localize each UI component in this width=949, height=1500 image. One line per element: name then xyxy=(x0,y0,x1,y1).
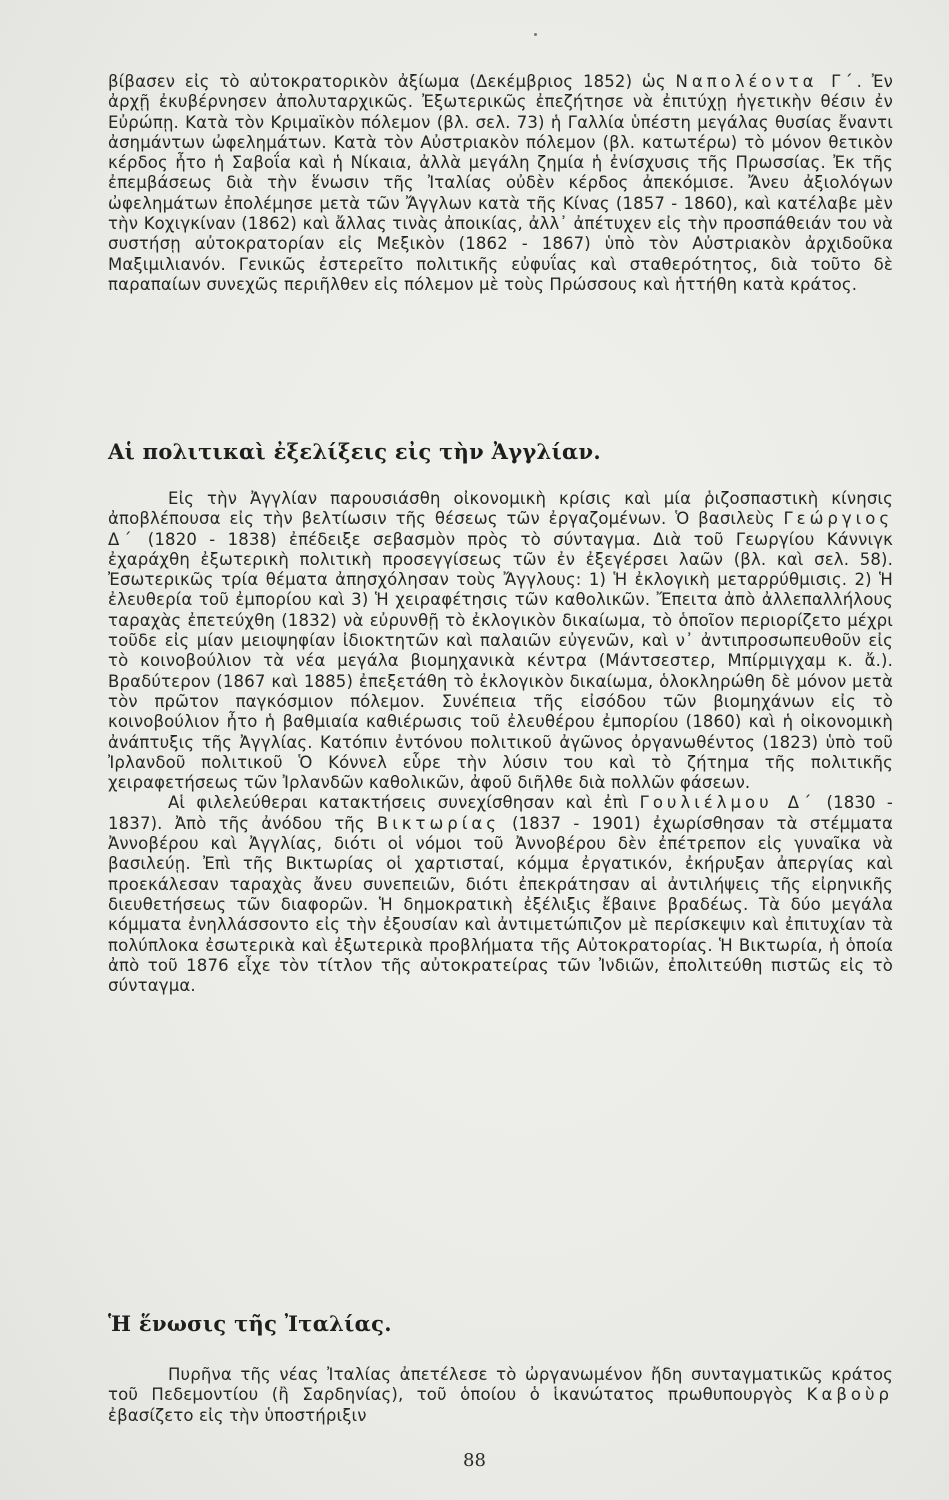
print-speck xyxy=(534,33,537,36)
spaced-name: Γουλιέλμου Δ΄ xyxy=(639,793,816,813)
text-block-england xyxy=(108,489,893,996)
spaced-name: Καβοὺρ xyxy=(806,1385,893,1405)
paragraph-text: Εἰς τὴν Ἀγγλίαν παρουσιάσθη οἰκονομικὴ κρίσις καὶ μία ῥιζοσπαστικὴ κίνησις ἀποβλέπουσα εἰς τὴν βελτίωσιν τῆς θέσεως τῶν ἐργαζομένων. Ὁ βασιλεὺς xyxy=(108,489,893,529)
paragraph-text: . Ἐν ἀρχῇ ἐκυβέρνησεν ἀπολυταρχικῶς. Ἐξωτερικῶς ἐπεζήτησε νὰ ἐπιτύχῃ ἡγετικὴν θέσιν ἐν Εὐρώπῃ. Κατὰ τὸν Κριμαϊκὸν πόλεμον (βλ. σελ. 73) ἡ Γαλλία ὑπέστη μεγάλας θυσίας ἔναντι ἀσημάντων ὠφελημάτων. Κατὰ τὸν Αὐστριακὸν πόλεμον (βλ. κατωτέρω) τὸ μόνον θετικὸν κέρδος ἦτο ἡ Σαβοΐα καὶ ἡ Νίκαια, ἀλλὰ μεγάλη ζημία ἡ ἐνίσχυσις τῆς Πρωσσίας. Ἐκ τῆς ἐπεμβάσεως διὰ τὴν ἕνωσιν τῆς Ἰταλίας οὐδὲν κέρδος ἀπεκόμισε. Ἄνευ ἀξιολόγων ὠφελημάτων ἐπολέμησε μετὰ τῶν Ἄγγλων κατὰ τῆς Κίνας (1857 - 1860), καὶ κατέλαβε μὲν τὴν Κοχιγκίναν (1862) καὶ ἄλλας τινὰς ἀποικίας, ἀλλ᾽ ἀπέτυχεν εἰς τὴν προσπάθειάν του νὰ συστήσῃ αὐτοκρατορίαν εἰς Μεξικὸν (1862 - 1867) ὑπὸ τὸν Αὐστριακὸν ἀρχιδοῦκα Μαξιμιλιανόν. Γενικῶς ἐστερεῖτο πολιτικῆς εὐφυΐας καὶ σταθερότητος, διὰ τοῦτο δὲ παραπαίων συνεχῶς περιῆλθεν εἰς πόλεμον μὲ τοὺς Πρώσσους καὶ ἡττήθη κατὰ κράτος. xyxy=(108,72,893,294)
paragraph-text: (1837 - 1901) ἐχωρίσθησαν τὰ στέμματα Ἀννοβέρου καὶ Ἀγγλίας, διότι οἱ νόμοι τοῦ Ἀννοβέρου δὲν ἐπέτρεπον εἰς γυναῖκα νὰ βασιλεύῃ. Ἐπὶ τῆς Βικτωρίας οἱ χαρτισταί, κόμμα ἐργατικόν, ἐκήρυξαν ἀπεργίας καὶ προεκάλεσαν ταραχὰς ἄνευ συνεπειῶν, διότι ἐπεκράτησαν αἱ ἀντιλήψεις τῆς εἰρηνικῆς διευθετήσεως τῶν διαφορῶν. Ἡ δημοκρατικὴ ἐξέλιξις ἔβαινε βραδέως. Τὰ δύο μεγάλα κόμματα ἐνηλλάσσοντο εἰς τὴν ἐξουσίαν καὶ ἀντιμετώπιζον μὲ περίσκεψιν καὶ ἐπιτυχίαν τὰ πολύπλοκα ἐσωτερικὰ καὶ ἐξωτερικὰ προβλήματα τῆς Αὐτοκρατορίας. Ἡ Βικτωρία, ἡ ὁποία ἀπὸ τοῦ 1876 εἶχε τὸν τίτλον τῆς αὐτοκρατείρας τῶν Ἰνδιῶν, ἐπολιτεύθη πιστῶς εἰς τὸ σύνταγμα. xyxy=(108,813,893,996)
spaced-name: Γεώργιος Δ΄ xyxy=(108,509,893,549)
paragraph-text: (1830 - 1837). Ἀπὸ τῆς ἀνόδου τῆς xyxy=(108,793,893,833)
paragraph-italy xyxy=(108,1365,893,1426)
paragraph-text: Αἱ φιλελεύθεραι κατακτήσεις συνεχίσθησαν καὶ ἐπὶ xyxy=(168,793,629,813)
page-number: 88 xyxy=(463,1450,486,1471)
spaced-name: Βικτωρίας xyxy=(376,813,500,833)
text-block-napoleon xyxy=(108,72,893,295)
paragraph-text: (1820 - 1838) ἐπέδειξε σεβασμὸν πρὸς τὸ σύνταγμα. Διὰ τοῦ Γεωργίου Κάννιγκ ἐχαράχθη ἐξωτερικὴ πολιτικὴ προσεγγίσεως τῶν ἐν ἐξεγέρσει λαῶν (βλ. καὶ σελ. 58). Ἐσωτερικῶς τρία θέματα ἀπησχόλησαν τοὺς Ἄγγλους: 1) Ἡ ἐκλογικὴ μεταρρύθμισις. 2) Ἡ ἐλευθερία τοῦ ἐμπορίου καὶ 3) Ἡ χειραφέτησις τῶν καθολικῶν. Ἔπειτα ἀπὸ ἀλλεπαλλήλους ταραχὰς ἐπετεύχθη (1832) νὰ εὐρυνθῇ τὸ ἐκλογικὸν δικαίωμα, τὸ ὁποῖον περιορίζετο μέχρι τοῦδε εἰς μίαν μειοψηφίαν ἰδιοκτητῶν καὶ παλαιῶν εὐγενῶν, καὶ ν᾽ ἀντιπροσωπευθοῦν εἰς τὸ κοινοβούλιον τὰ νέα μεγάλα βιομηχανικὰ κέντρα (Μάντσεστερ, Μπίρμιγχαμ κ. ἄ.). Βραδύτερον (1867 καὶ 1885) ἐπεξετάθη τὸ ἐκλογικὸν δικαίωμα, ὁλοκληρώθη δὲ μόνον μετὰ τὸν πρῶτον παγκόσμιον πόλεμον. Συνέπεια τῆς εἰσόδου τῶν βιομηχάνων εἰς τὸ κοινοβούλιον ἦτο ἡ βαθμιαία καθιέρωσις τοῦ ἐλευθέρου ἐμπορίου (1860) καὶ ἡ οἰκονομικὴ ἀνάπτυξις τῆς Ἀγγλίας. Κατόπιν ἐντόνου πολιτικοῦ ἀγῶνος ὀργανωθέντος (1823) ὑπὸ τοῦ Ἰρλανδοῦ πολιτικοῦ Ὁ Κόννελ εὗρε τὴν λύσιν του καὶ τὸ ζήτημα τῆς πολιτικῆς χειραφετήσεως τῶν Ἰρλανδῶν καθολικῶν, ἀφοῦ διῆλθε διὰ πολλῶν φάσεων. xyxy=(108,529,893,793)
section-heading-england: Αἱ πολιτικαὶ ἐξελίξεις εἰς τὴν Ἀγγλίαν. xyxy=(108,439,601,464)
paragraph-england-victoria xyxy=(108,793,893,996)
spaced-name: Ναπολέοντα Γ΄ xyxy=(675,72,857,91)
section-heading-italy: Ἡ ἕνωσις τῆς Ἰταλίας. xyxy=(108,1311,392,1336)
paragraph-napoleon xyxy=(108,72,893,295)
paragraph-text: Πυρῆνα τῆς νέας Ἰταλίας ἀπετέλεσε τὸ ὠργανωμένον ἤδη συνταγματικῶς κράτος τοῦ Πεδεμοντίου (ἢ Σαρδηνίας), τοῦ ὁποίου ὁ ἱκανώτατος πρωθυπουργὸς xyxy=(108,1365,893,1405)
paragraph-text: ἐβασίζετο εἰς τὴν ὑποστήριξιν xyxy=(108,1405,367,1425)
text-block-italy xyxy=(108,1365,893,1426)
paragraph-text: βίβασεν εἰς τὸ αὐτοκρατορικὸν ἀξίωμα (Δεκέμβριος 1852) ὡς xyxy=(108,72,666,91)
paragraph-england-reforms xyxy=(108,489,893,793)
